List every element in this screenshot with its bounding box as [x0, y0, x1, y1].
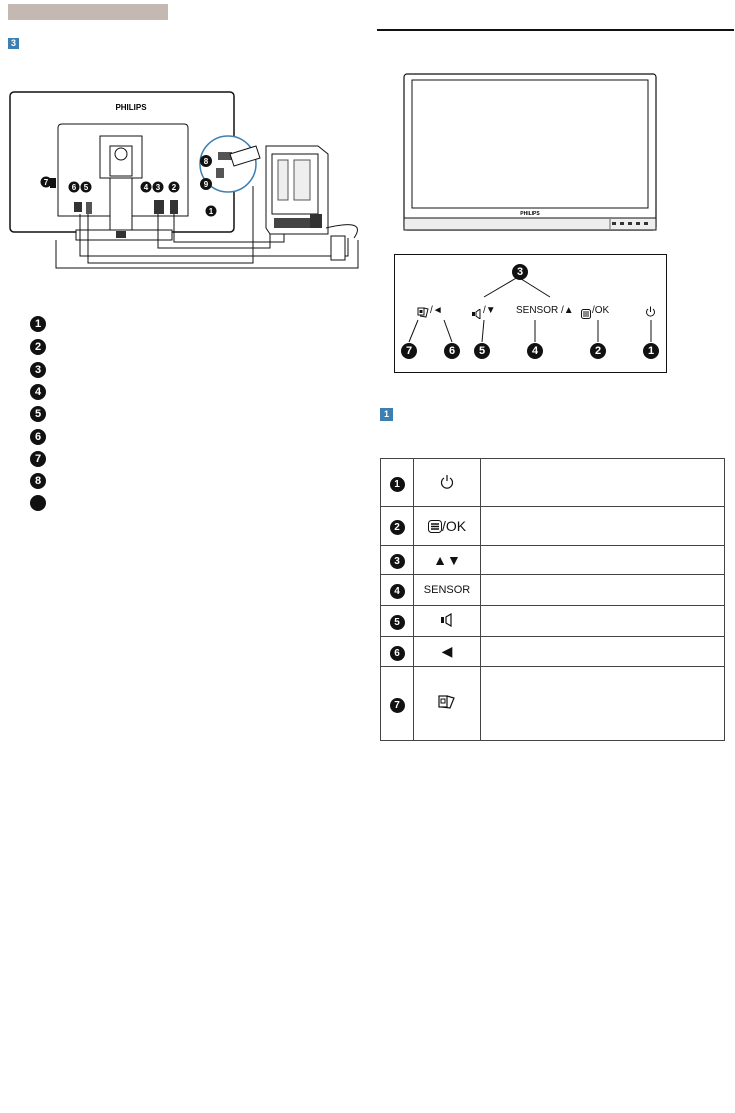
volume-icon [472, 306, 482, 324]
list-marker-2: 2 [30, 339, 46, 355]
sensor-button-label: SENSOR /▲ [516, 305, 574, 316]
callout-number-3: 3 [155, 183, 161, 192]
list-marker-7: 7 [30, 451, 46, 467]
callout-4: 4 [527, 343, 543, 359]
row-number: 3 [390, 554, 405, 569]
sensor-label: SENSOR [414, 575, 481, 606]
table-row [381, 606, 725, 637]
callout-number-7: 7 [43, 178, 49, 187]
callout-number-1: 1 [208, 207, 214, 216]
menu-icon [581, 306, 591, 324]
table-row [381, 459, 725, 507]
callout-number-8: 8 [203, 157, 209, 166]
list-marker-9: 9 [30, 495, 46, 511]
callout-1: 1 [643, 343, 659, 359]
list-marker-5: 5 [30, 406, 46, 422]
row-number: 7 [390, 698, 405, 713]
list-marker-3: 3 [30, 362, 46, 378]
callout-5: 5 [474, 343, 490, 359]
controls-table [380, 458, 725, 741]
list-marker-1: 1 [30, 316, 46, 332]
ok-button-label: /OK [592, 305, 610, 316]
row-number: 2 [390, 520, 405, 535]
row-number: 1 [390, 477, 405, 492]
list-marker-4: 4 [30, 384, 46, 400]
list-marker-8: 8 [30, 473, 46, 489]
rear-brand-label: PHILIPS [115, 103, 147, 112]
volume-icon [414, 606, 481, 637]
rear-connection-diagram [8, 88, 368, 278]
section-badge-connections: 3 [8, 38, 19, 49]
callout-number-2: 2 [171, 183, 177, 192]
smartimage-icon [417, 305, 429, 323]
up-down-icon: ▲▼ [414, 546, 481, 575]
callout-3-top: 3 [512, 264, 528, 280]
callout-number-9: 9 [203, 180, 209, 189]
table-row [381, 667, 725, 741]
table-row [381, 637, 725, 667]
section-badge-controls: 1 [380, 408, 393, 421]
table-row [381, 575, 725, 606]
table-row [381, 507, 725, 546]
down-button-label: /▼ [483, 305, 496, 316]
callout-number-4: 4 [143, 183, 149, 192]
smartimage-icon [414, 667, 481, 741]
callout-2: 2 [590, 343, 606, 359]
row-number: 5 [390, 615, 405, 630]
menu-ok-icon [414, 507, 481, 546]
table-row [381, 546, 725, 575]
row-number: 4 [390, 584, 405, 599]
list-marker-6: 6 [30, 429, 46, 445]
back-icon: ◀ [414, 637, 481, 667]
left-button-label: /◄ [430, 305, 443, 316]
power-icon [414, 459, 481, 507]
power-icon [645, 305, 656, 323]
callout-number-6: 6 [71, 183, 77, 192]
row-number: 6 [390, 646, 405, 661]
callout-6: 6 [444, 343, 460, 359]
header-rule [377, 29, 734, 31]
ok-label: /OK [441, 518, 467, 534]
callout-number-5: 5 [83, 183, 89, 192]
callout-7: 7 [401, 343, 417, 359]
control-buttons-box [394, 254, 667, 373]
front-monitor-illustration [400, 72, 660, 234]
front-brand-label: PHILIPS [520, 211, 540, 217]
header-tab [8, 4, 168, 20]
